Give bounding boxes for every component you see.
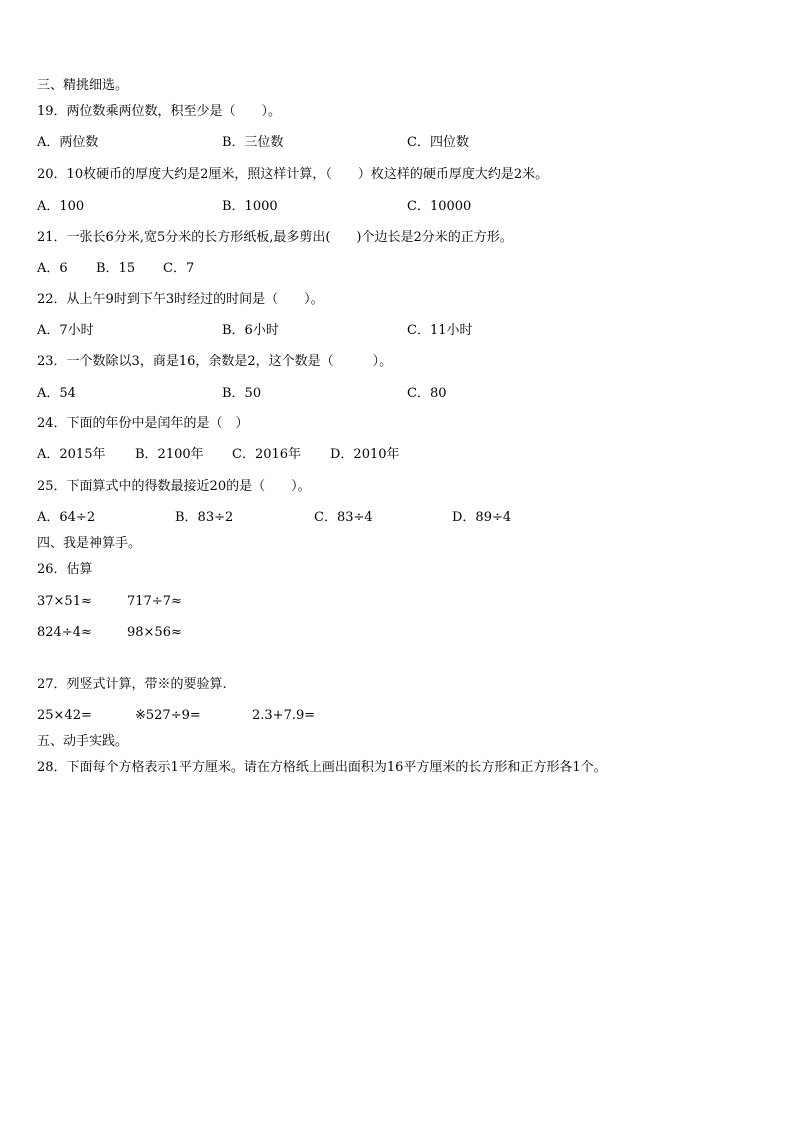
q20-option-c: C．10000	[407, 199, 472, 214]
q21-option-a: A．6	[37, 261, 68, 276]
question-28: 28．下面每个方格表示1平方厘米。请在方格纸上画出面积为16平方厘米的长方形和正方形各1个。	[37, 760, 607, 775]
q22-option-c: C．11小时	[407, 323, 473, 338]
q27-expression-1: 25×42=	[37, 708, 92, 723]
q27-expression-3: 2.3+7.9=	[252, 708, 316, 723]
question-25: 25．下面算式中的得数最接近20的是（ ）。	[37, 479, 311, 494]
q25-option-b: B．83÷2	[175, 510, 234, 525]
q21-option-c: C．7	[163, 261, 195, 276]
q23-option-b: B．50	[222, 386, 262, 401]
q24-option-b: B．2100年	[135, 447, 204, 462]
section-heading-4: 四、我是神算手。	[37, 536, 142, 551]
question-23: 23．一个数除以3，商是16，余数是2，这个数是（ ）。	[37, 354, 393, 369]
q26-expression-3: 824÷4≈	[37, 625, 92, 640]
q23-option-a: A．54	[37, 386, 76, 401]
question-24: 24．下面的年份中是闰年的是（ ）	[37, 416, 249, 431]
q19-option-a: A．两位数	[37, 135, 99, 150]
q19-option-c: C．四位数	[407, 135, 469, 150]
q25-option-a: A．64÷2	[37, 510, 96, 525]
q25-option-d: D．89÷4	[452, 510, 512, 525]
q26-expression-1: 37×51≈	[37, 594, 92, 609]
q20-option-a: A．100	[37, 199, 85, 214]
question-20: 20．10枚硬币的厚度大约是2厘米，照这样计算，（ ）枚这样的硬币厚度大约是2米。	[37, 167, 549, 182]
q26-expression-2: 717÷7≈	[127, 594, 182, 609]
question-27: 27．列竖式计算，带※的要验算.	[37, 677, 227, 692]
q24-option-d: D．2010年	[330, 447, 400, 462]
q24-option-a: A．2015年	[37, 447, 106, 462]
q22-option-b: B．6小时	[222, 323, 279, 338]
q25-option-c: C．83÷4	[314, 510, 373, 525]
question-26: 26．估算	[37, 562, 93, 577]
q20-option-b: B．1000	[222, 199, 278, 214]
section-heading-5: 五、动手实践。	[37, 734, 129, 749]
q23-option-c: C．80	[407, 386, 447, 401]
q24-option-c: C．2016年	[232, 447, 302, 462]
question-19: 19．两位数乘两位数，积至少是（ ）。	[37, 104, 282, 119]
question-22: 22．从上午9时到下午3时经过的时间是（ ）。	[37, 292, 324, 307]
q19-option-b: B．三位数	[222, 135, 284, 150]
section-heading-3: 三、精挑细选。	[37, 78, 129, 93]
q27-expression-2: ※527÷9=	[135, 708, 201, 723]
q26-expression-4: 98×56≈	[127, 625, 182, 640]
q21-option-b: B．15	[96, 261, 136, 276]
q22-option-a: A．7小时	[37, 323, 94, 338]
question-21: 21．一张长6分米,宽5分米的长方形纸板,最多剪出( )个边长是2分米的正方形。	[37, 230, 513, 245]
